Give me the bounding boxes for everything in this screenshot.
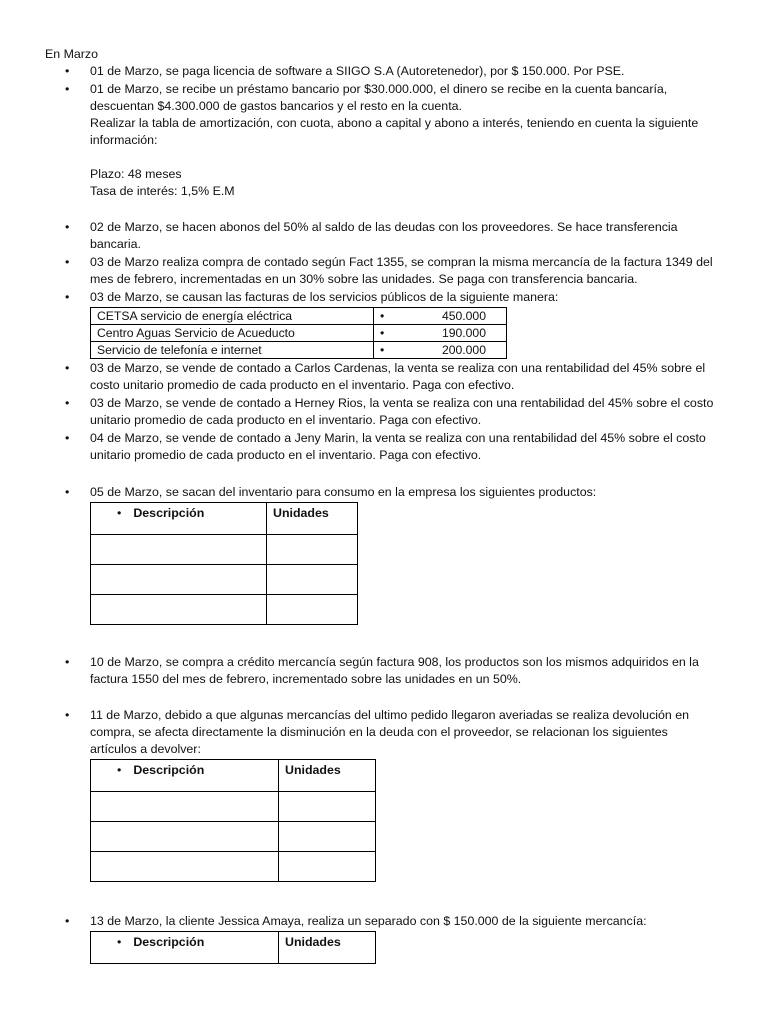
table-cell [267,535,358,565]
description-header-label: Descripción [133,763,205,777]
bullet: • [65,82,70,96]
service-value-cell [374,342,507,359]
bullet: • [65,64,70,78]
item-text: unitario promedio de cada producto en el inventario. Paga con efectivo. [90,413,482,427]
service-value: 190.000 [441,326,486,340]
services-table [90,307,507,359]
blank-line [90,149,740,166]
item-text: 02 de Marzo, se hacen abonos del 50% al saldo de las deudas con los proveedores. Se hace transferencia [90,220,678,234]
table-row [91,325,507,342]
list-item [65,81,740,200]
units-header: Unidades [279,932,376,964]
loan-term: Plazo: 48 meses [90,167,182,181]
list-item [65,219,740,253]
table-cell [91,565,267,595]
item-text: 03 de Marzo realiza compra de contado según Fact 1355, se compran la misma mercancía de la factura 1349 del [90,255,713,269]
item-text: artículos a devolver: [90,742,201,756]
bullet: • [117,935,122,949]
table-header-row [91,503,358,535]
bullet: • [65,655,70,669]
item-text: 04 de Marzo, se vende de contado a Jeny Marin, la venta se realiza con una rentabilidad del 45% sobre el costo [90,431,706,445]
item-text: descuentan $4.300.000 de gastos bancarios y el resto en la cuenta. [90,99,462,113]
table-cell [91,852,279,882]
item-text: 05 de Marzo, se sacan del inventario para consumo en la empresa los siguientes productos: [90,485,597,499]
table-row [91,822,376,852]
table-header-row [91,932,376,964]
item-text: información: [90,133,158,147]
table-cell [279,792,376,822]
list-item [65,707,740,758]
loan-rate: Tasa de interés: 1,5% E.M [90,184,235,198]
bullet: • [65,485,70,499]
item-text: 11 de Marzo, debido a que algunas mercancías del ultimo pedido llegaron averiadas se realiza devolución en [90,708,690,722]
item-text: unitario promedio de cada producto en el inventario. Paga con efectivo. [90,448,482,462]
bullet: • [65,708,70,722]
item-text: factura 1550 del mes de febrero, incrementado sobre las unidades en un 50%. [90,672,522,686]
service-value: 450.000 [441,309,486,323]
item-text: 03 de Marzo, se vende de contado a Carlos Cardenas, la venta se realiza con una rentabilidad del 45% sobre el [90,361,706,375]
item-text: 03 de Marzo, se vende de contado a Herney Rios, la venta se realiza con una rentabilidad del 45% sobre el costo [90,396,714,410]
layaway-products-table [90,931,376,964]
table-cell [91,535,267,565]
service-value: 200.000 [441,343,486,357]
list-item [65,913,740,930]
bullet: • [65,255,70,269]
list-item [65,395,740,429]
description-header-label: Descripción [133,935,205,949]
bullet: • [117,763,122,777]
units-header: Unidades [267,503,358,535]
item-text: bancaria. [90,237,141,251]
description-header [91,932,279,964]
table-header-row [91,760,376,792]
bullet: • [65,220,70,234]
item-text: Realizar la tabla de amortización, con cuota, abono a capital y abono a interés, teniendo en cuenta la siguiente [90,116,699,130]
table-row [91,792,376,822]
item-text: 03 de Marzo, se causan las facturas de los servicios públicos de la siguiente manera: [90,290,559,304]
service-name: CETSA servicio de energía eléctrica [91,308,374,325]
list-item [65,254,740,288]
list-item [65,63,740,80]
table-row [91,565,358,595]
table-row [91,595,358,625]
table-cell [91,792,279,822]
description-header [91,503,267,535]
table-cell [279,822,376,852]
bullet: • [65,396,70,410]
consumption-products-table [90,502,358,625]
table-cell [267,565,358,595]
bullet: • [65,361,70,375]
item-text: 10 de Marzo, se compra a crédito mercancía según factura 908, los productos son los mismos adquiridos en la [90,655,699,669]
table-cell [91,822,279,852]
list-item [65,289,740,306]
item-text: 01 de Marzo, se paga licencia de software a SIIGO S.A (Autoretenedor), por $ 150.000. Por PSE. [90,64,625,78]
bullet: • [65,290,70,304]
description-header [91,760,279,792]
service-value-cell [374,325,507,342]
list-item [65,484,740,501]
bullet: • [117,506,122,520]
bullet: • [380,343,385,357]
table-row [91,852,376,882]
list-item [65,430,740,464]
bullet: • [380,326,385,340]
table-row [91,308,507,325]
list-item [65,360,740,394]
item-text: 01 de Marzo, se recibe un préstamo bancario por $30.000.000, el dinero se recibe en la cuenta bancaría, [90,82,668,96]
item-text: 13 de Marzo, la cliente Jessica Amaya, realiza un separado con $ 150.000 de la siguiente mercancía: [90,914,647,928]
units-header: Unidades [279,760,376,792]
table-row [91,535,358,565]
table-cell [267,595,358,625]
service-name: Centro Aguas Servicio de Acueducto [91,325,374,342]
bullet: • [65,914,70,928]
description-header-label: Descripción [133,506,205,520]
table-row [91,342,507,359]
returned-products-table [90,759,376,882]
table-cell [279,852,376,882]
item-text: costo unitario promedio de cada producto en el inventario. Paga con efectivo. [90,378,515,392]
list-item [65,654,740,688]
service-name: Servicio de telefonía e internet [91,342,374,359]
bullet: • [380,309,385,323]
bullet: • [65,431,70,445]
table-cell [91,595,267,625]
item-text: mes de febrero, incrementadas en un 30% sobre las unidades. Se paga con transferencia bancaria. [90,272,638,286]
page-title: En Marzo [45,47,99,61]
service-value-cell [374,308,507,325]
item-text: compra, se afecta directamente la disminución en la deuda con el proveedor, se relacionan los siguientes [90,725,668,739]
